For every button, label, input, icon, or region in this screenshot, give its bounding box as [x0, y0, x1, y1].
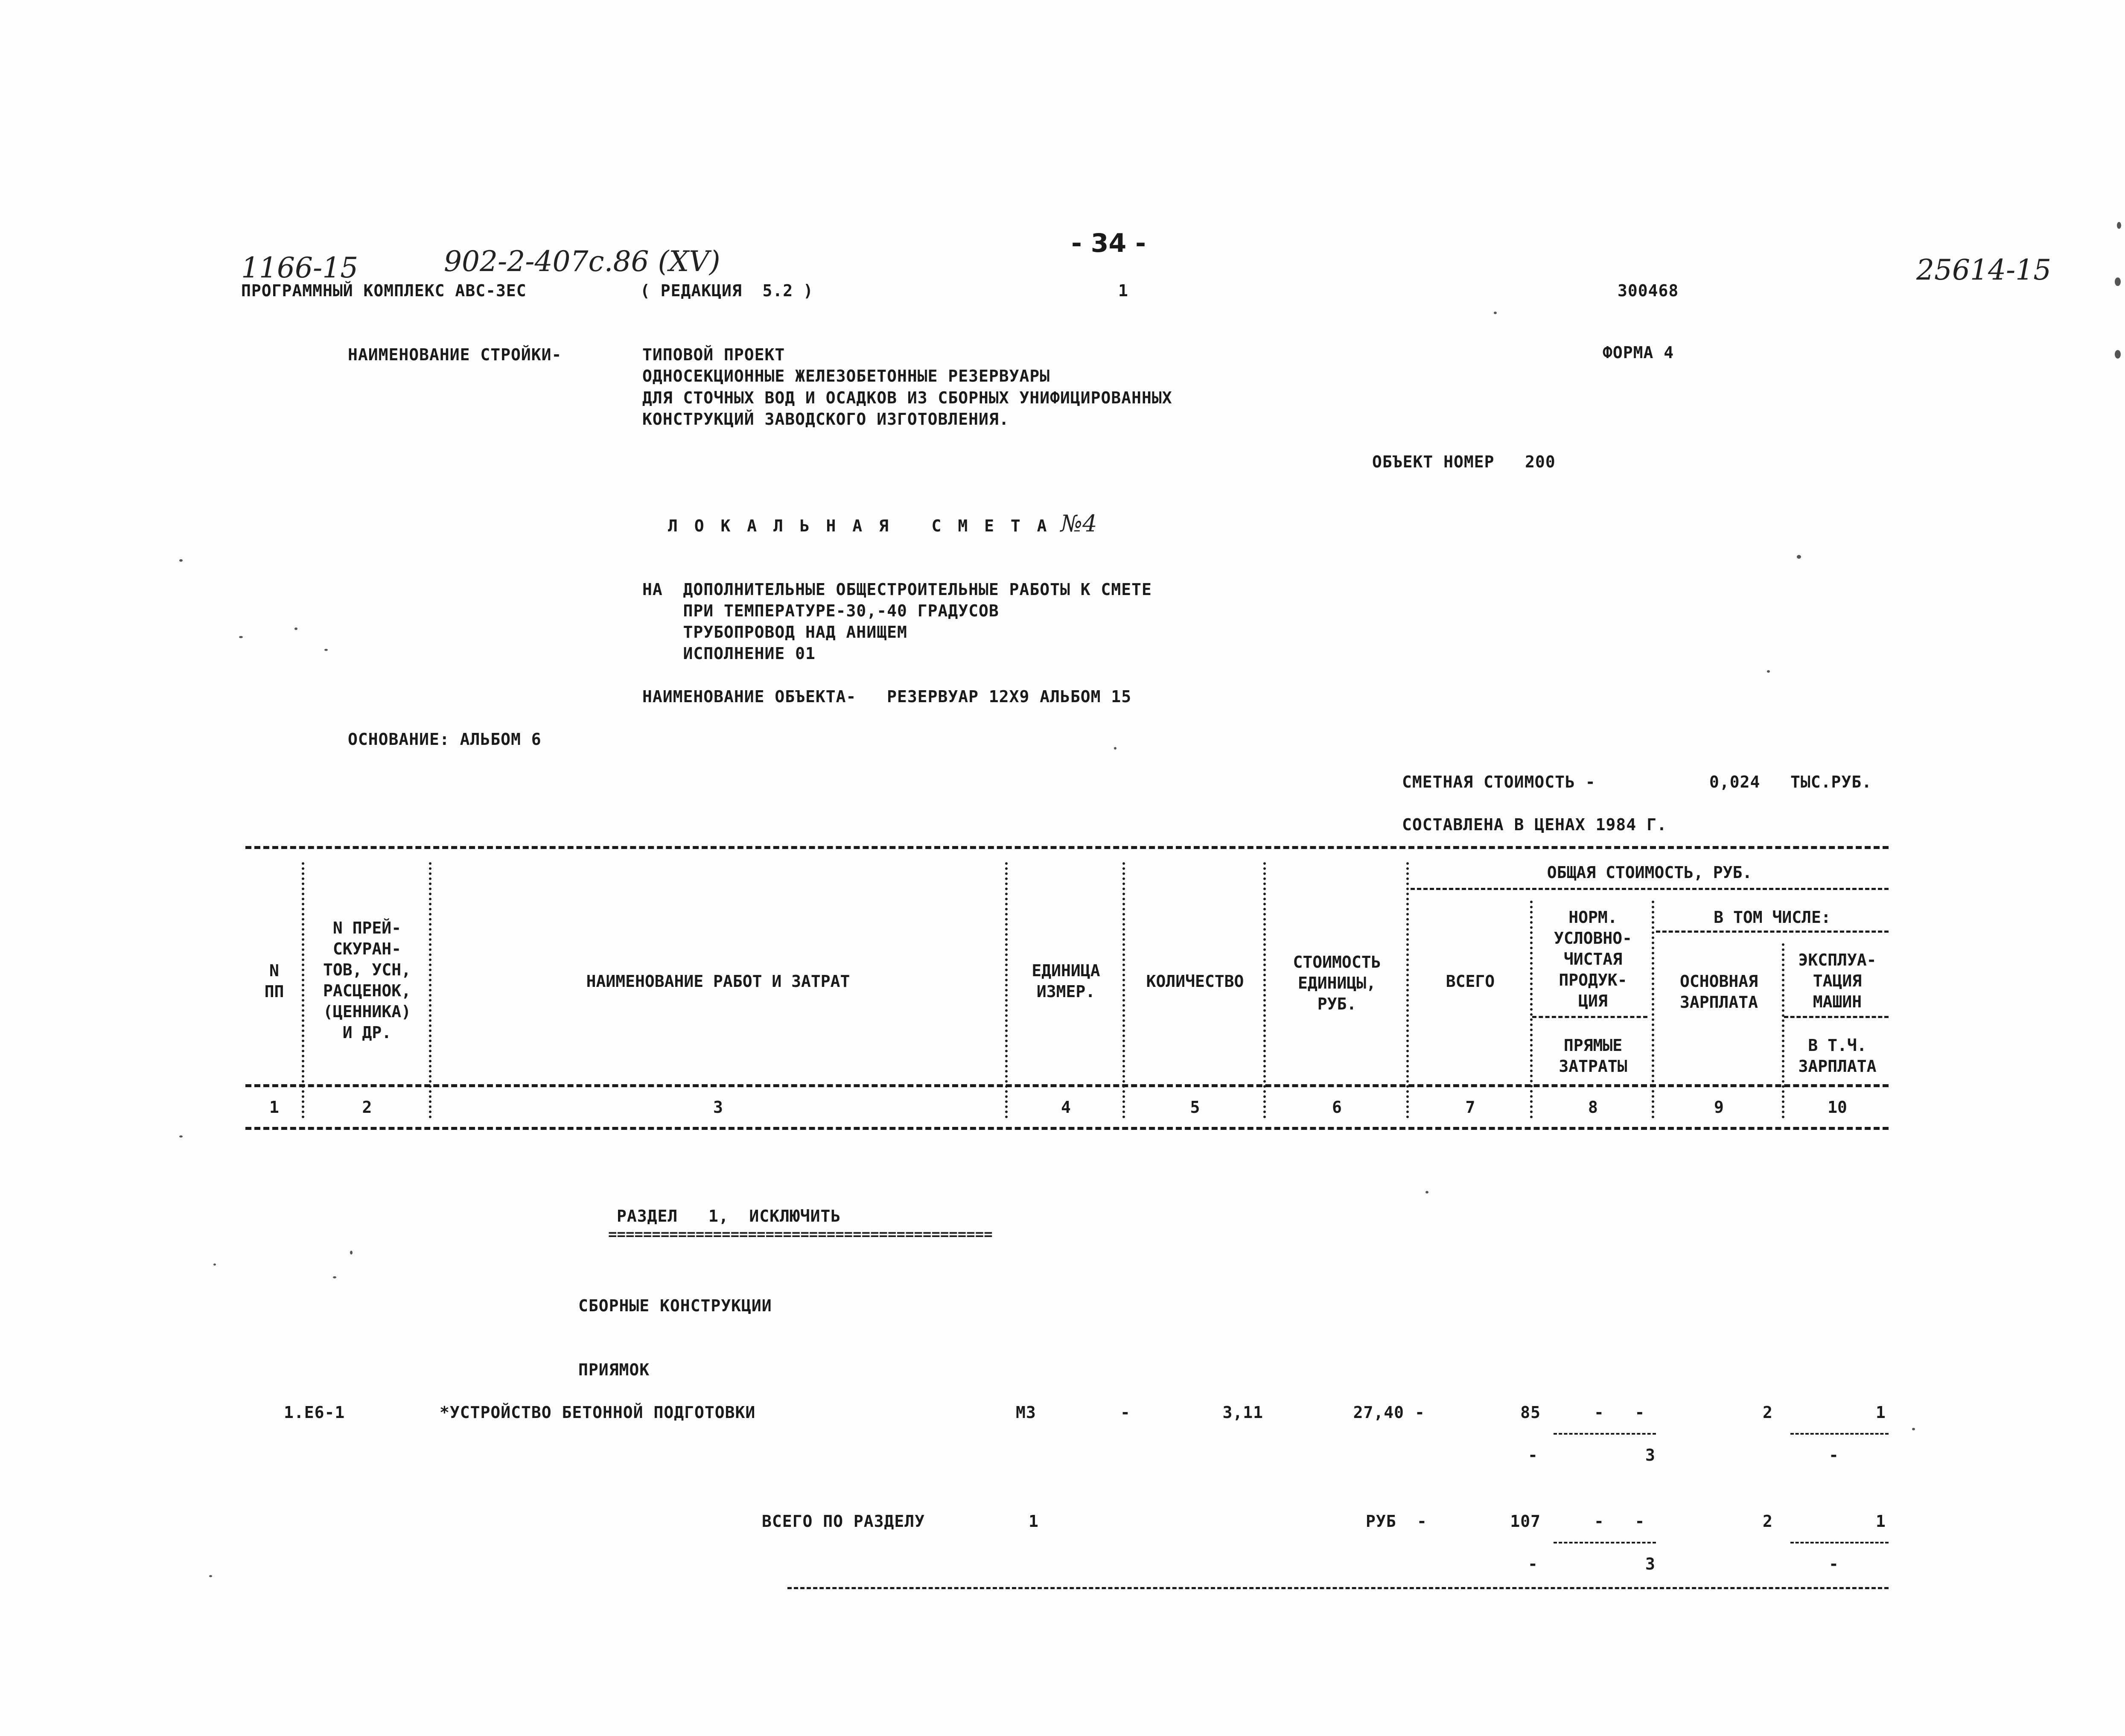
total-col9: 2: [1763, 1512, 1773, 1531]
total-unit: РУБ: [1366, 1512, 1396, 1531]
program-name: ПРОГРАММНЫЙ КОМПЛЕКС АВС-ЗЕС: [241, 281, 527, 300]
col-sep-4: [1122, 862, 1125, 1118]
col-sep-5: [1263, 862, 1266, 1118]
header-group-total: ОБЩАЯ СТОИМОСТЬ, РУБ.: [1547, 863, 1752, 882]
total-bottom-rule: [787, 1587, 1889, 1589]
purpose-line-1: НА ДОПОЛНИТЕЛЬНЫЕ ОБЩЕСТРОИТЕЛЬНЫЕ РАБОТЫ К СМЕТЕ: [642, 580, 1152, 599]
scan-speck: [1114, 747, 1116, 750]
table-group-rule: [1411, 888, 1889, 890]
header-col-10-bottom: В Т.Ч. ЗАРПЛАТА: [1798, 1036, 1877, 1076]
col-sep-1: [302, 862, 304, 1118]
table-sub-rule-8: [1532, 1016, 1647, 1018]
table-header-bottom-rule: [245, 1084, 1889, 1087]
header-col-2: N ПРЕЙ- СКУРАН- ТОВ, УСН, РАСЦЕНОК, (ЦЕННИКА) И ДР.: [323, 919, 411, 1042]
col-number-6: 6: [1332, 1098, 1342, 1117]
scan-speck: [1797, 555, 1801, 559]
row-price-dash: -: [1415, 1403, 1425, 1422]
col-sep-8: [1652, 901, 1654, 1118]
row-total: 85: [1520, 1403, 1541, 1422]
total-subrule-10: [1790, 1542, 1889, 1543]
col-sep-6: [1406, 862, 1409, 1118]
scan-speck: [2115, 277, 2121, 286]
scan-speck: [213, 1263, 216, 1266]
total-col8: - -: [1594, 1512, 1645, 1531]
row-col10: 1: [1876, 1403, 1886, 1422]
col-sep-9: [1782, 943, 1784, 1118]
scan-speck: [2117, 222, 2121, 229]
handwritten-code-left: 1166-15: [241, 251, 359, 284]
total-col7-bottom: -: [1528, 1555, 1538, 1573]
row-col8-bottom: 3: [1645, 1446, 1656, 1465]
row-dash: -: [1120, 1403, 1131, 1422]
estimated-cost-label: СМЕТНАЯ СТОИМОСТЬ -: [1402, 773, 1596, 791]
form-number: ФОРМА 4: [1603, 343, 1674, 362]
col-number-3: 3: [713, 1098, 723, 1117]
scan-speck: [1912, 1428, 1915, 1430]
document-code: 300468: [1618, 281, 1679, 300]
scan-speck: [179, 559, 183, 562]
scan-speck: [1425, 1191, 1428, 1193]
handwritten-smeta-number: №4: [1061, 510, 1097, 537]
header-col-3: НАИМЕНОВАНИЕ РАБОТ И ЗАТРАТ: [586, 972, 850, 991]
section-rule: ============================================: [608, 1226, 993, 1243]
program-edition: ( РЕДАКЦИЯ 5.2 ): [640, 281, 813, 300]
header-col-5: КОЛИЧЕСТВО: [1146, 972, 1244, 991]
row-subrule-10: [1790, 1433, 1889, 1435]
scan-speck: [239, 636, 243, 638]
construction-line-4: КОНСТРУКЦИЙ ЗАВОДСКОГО ИЗГОТОВЛЕНИЯ.: [642, 410, 1009, 429]
document-title: Л О К А Л Ь Н А Я С М Е Т А: [668, 516, 1050, 535]
scan-speck: [324, 649, 328, 651]
total-label: ВСЕГО ПО РАЗДЕЛУ: [762, 1512, 925, 1531]
object-number: ОБЪЕКТ НОМЕР 200: [1372, 452, 1556, 471]
header-group-incl: В ТОМ ЧИСЛЕ:: [1714, 908, 1831, 927]
col-sep-7: [1530, 901, 1533, 1118]
header-col-4: ЕДИНИЦА ИЗМЕР.: [1032, 961, 1100, 1001]
purpose-line-3: ТРУБОПРОВОД НАД АНИЩЕМ: [642, 623, 907, 642]
row-col7-bottom: -: [1528, 1446, 1538, 1465]
group-title: СБОРНЫЕ КОНСТРУКЦИИ: [578, 1296, 772, 1315]
total-col10: 1: [1876, 1512, 1886, 1531]
total-dash: -: [1417, 1512, 1427, 1531]
scan-speck: [179, 1135, 183, 1138]
estimated-cost-value: 0,024: [1709, 773, 1761, 791]
col-sep-2: [429, 862, 431, 1118]
col-number-4: 4: [1061, 1098, 1071, 1117]
page-number: - 34 -: [1071, 228, 1146, 258]
row-unit-price: 27,40: [1353, 1403, 1404, 1422]
scan-speck: [333, 1276, 336, 1278]
construction-line-3: ДЛЯ СТОЧНЫХ ВОД И ОСАДКОВ ИЗ СБОРНЫХ УНИФИЦИРОВАННЫХ: [642, 388, 1172, 407]
table-sub-rule-10: [1784, 1016, 1889, 1018]
header-col-6: СТОИМОСТЬ ЕДИНИЦЫ, РУБ.: [1293, 953, 1381, 1013]
header-col-9: ОСНОВНАЯ ЗАРПЛАТА: [1679, 972, 1758, 1012]
row-name: *УСТРОЙСТВО БЕТОННОЙ ПОДГОТОВКИ: [440, 1403, 756, 1422]
row-unit: М3: [1016, 1403, 1036, 1422]
row-col8: - -: [1594, 1403, 1645, 1422]
total-value: 107: [1510, 1512, 1541, 1531]
estimated-cost-unit: ТЫС.РУБ.: [1790, 773, 1872, 791]
handwritten-code-mid: 902-2-407с.86 (XV): [444, 245, 720, 278]
scan-speck: [350, 1251, 353, 1255]
header-col-8-top: НОРМ. УСЛОВНО- ЧИСТАЯ ПРОДУК- ЦИЯ: [1554, 908, 1632, 1010]
table-incl-rule: [1656, 931, 1889, 933]
col-number-7: 7: [1465, 1098, 1475, 1117]
construction-label: НАИМЕНОВАНИЕ СТРОЙКИ-: [348, 345, 562, 364]
construction-line-2: ОДНОСЕКЦИОННЫЕ ЖЕЛЕЗОБЕТОННЫЕ РЕЗЕРВУАРЫ: [642, 367, 1050, 385]
table-numbers-bottom-rule: [245, 1127, 1889, 1130]
scan-speck: [1767, 670, 1770, 673]
construction-line-1: ТИПОВОЙ ПРОЕКТ: [642, 345, 785, 364]
col-number-10: 10: [1828, 1098, 1847, 1117]
total-section-number: 1: [1029, 1512, 1039, 1531]
table-top-rule: [245, 846, 1889, 849]
total-subrule-8: [1554, 1542, 1656, 1543]
col-number-5: 5: [1190, 1098, 1200, 1117]
header-col-1: N ПП: [264, 961, 284, 1001]
basis: ОСНОВАНИЕ: АЛЬБОМ 6: [348, 730, 542, 749]
scan-speck: [1494, 312, 1497, 314]
col-number-8: 8: [1588, 1098, 1598, 1117]
header-col-7: ВСЕГО: [1446, 972, 1495, 991]
header-col-10-top: ЭКСПЛУА- ТАЦИЯ МАШИН: [1798, 951, 1877, 1011]
handwritten-code-right: 25614-15: [1916, 254, 2052, 286]
purpose-line-2: ПРИ ТЕМПЕРАТУРЕ-30,-40 ГРАДУСОВ: [642, 601, 999, 620]
row-col10-bottom: -: [1829, 1446, 1839, 1465]
subgroup-title: ПРИЯМОК: [578, 1360, 650, 1379]
row-quantity: 3,11: [1222, 1403, 1263, 1422]
header-col-8-bottom: ПРЯМЫЕ ЗАТРАТЫ: [1559, 1036, 1627, 1076]
purpose-line-4: ИСПОЛНЕНИЕ 01: [642, 644, 816, 663]
col-number-2: 2: [362, 1098, 372, 1117]
row-code: 1.Е6-1: [284, 1403, 345, 1422]
prices-base: СОСТАВЛЕНА В ЦЕНАХ 1984 Г.: [1402, 815, 1667, 834]
col-number-1: 1: [269, 1098, 279, 1117]
scan-speck: [209, 1575, 212, 1577]
row-subrule-8: [1554, 1433, 1656, 1435]
section-title: РАЗДЕЛ 1, ИСКЛЮЧИТЬ: [617, 1207, 841, 1225]
col-number-9: 9: [1714, 1098, 1724, 1117]
row-col9: 2: [1763, 1403, 1773, 1422]
scan-speck: [294, 627, 297, 630]
sheet-number: 1: [1118, 281, 1128, 300]
total-col10-bottom: -: [1829, 1555, 1839, 1573]
scan-speck: [2115, 350, 2121, 359]
total-col8-bottom: 3: [1645, 1555, 1656, 1573]
object-name: НАИМЕНОВАНИЕ ОБЪЕКТА- РЕЗЕРВУАР 12Х9 АЛЬБОМ 15: [642, 687, 1132, 706]
col-sep-3: [1005, 862, 1008, 1118]
